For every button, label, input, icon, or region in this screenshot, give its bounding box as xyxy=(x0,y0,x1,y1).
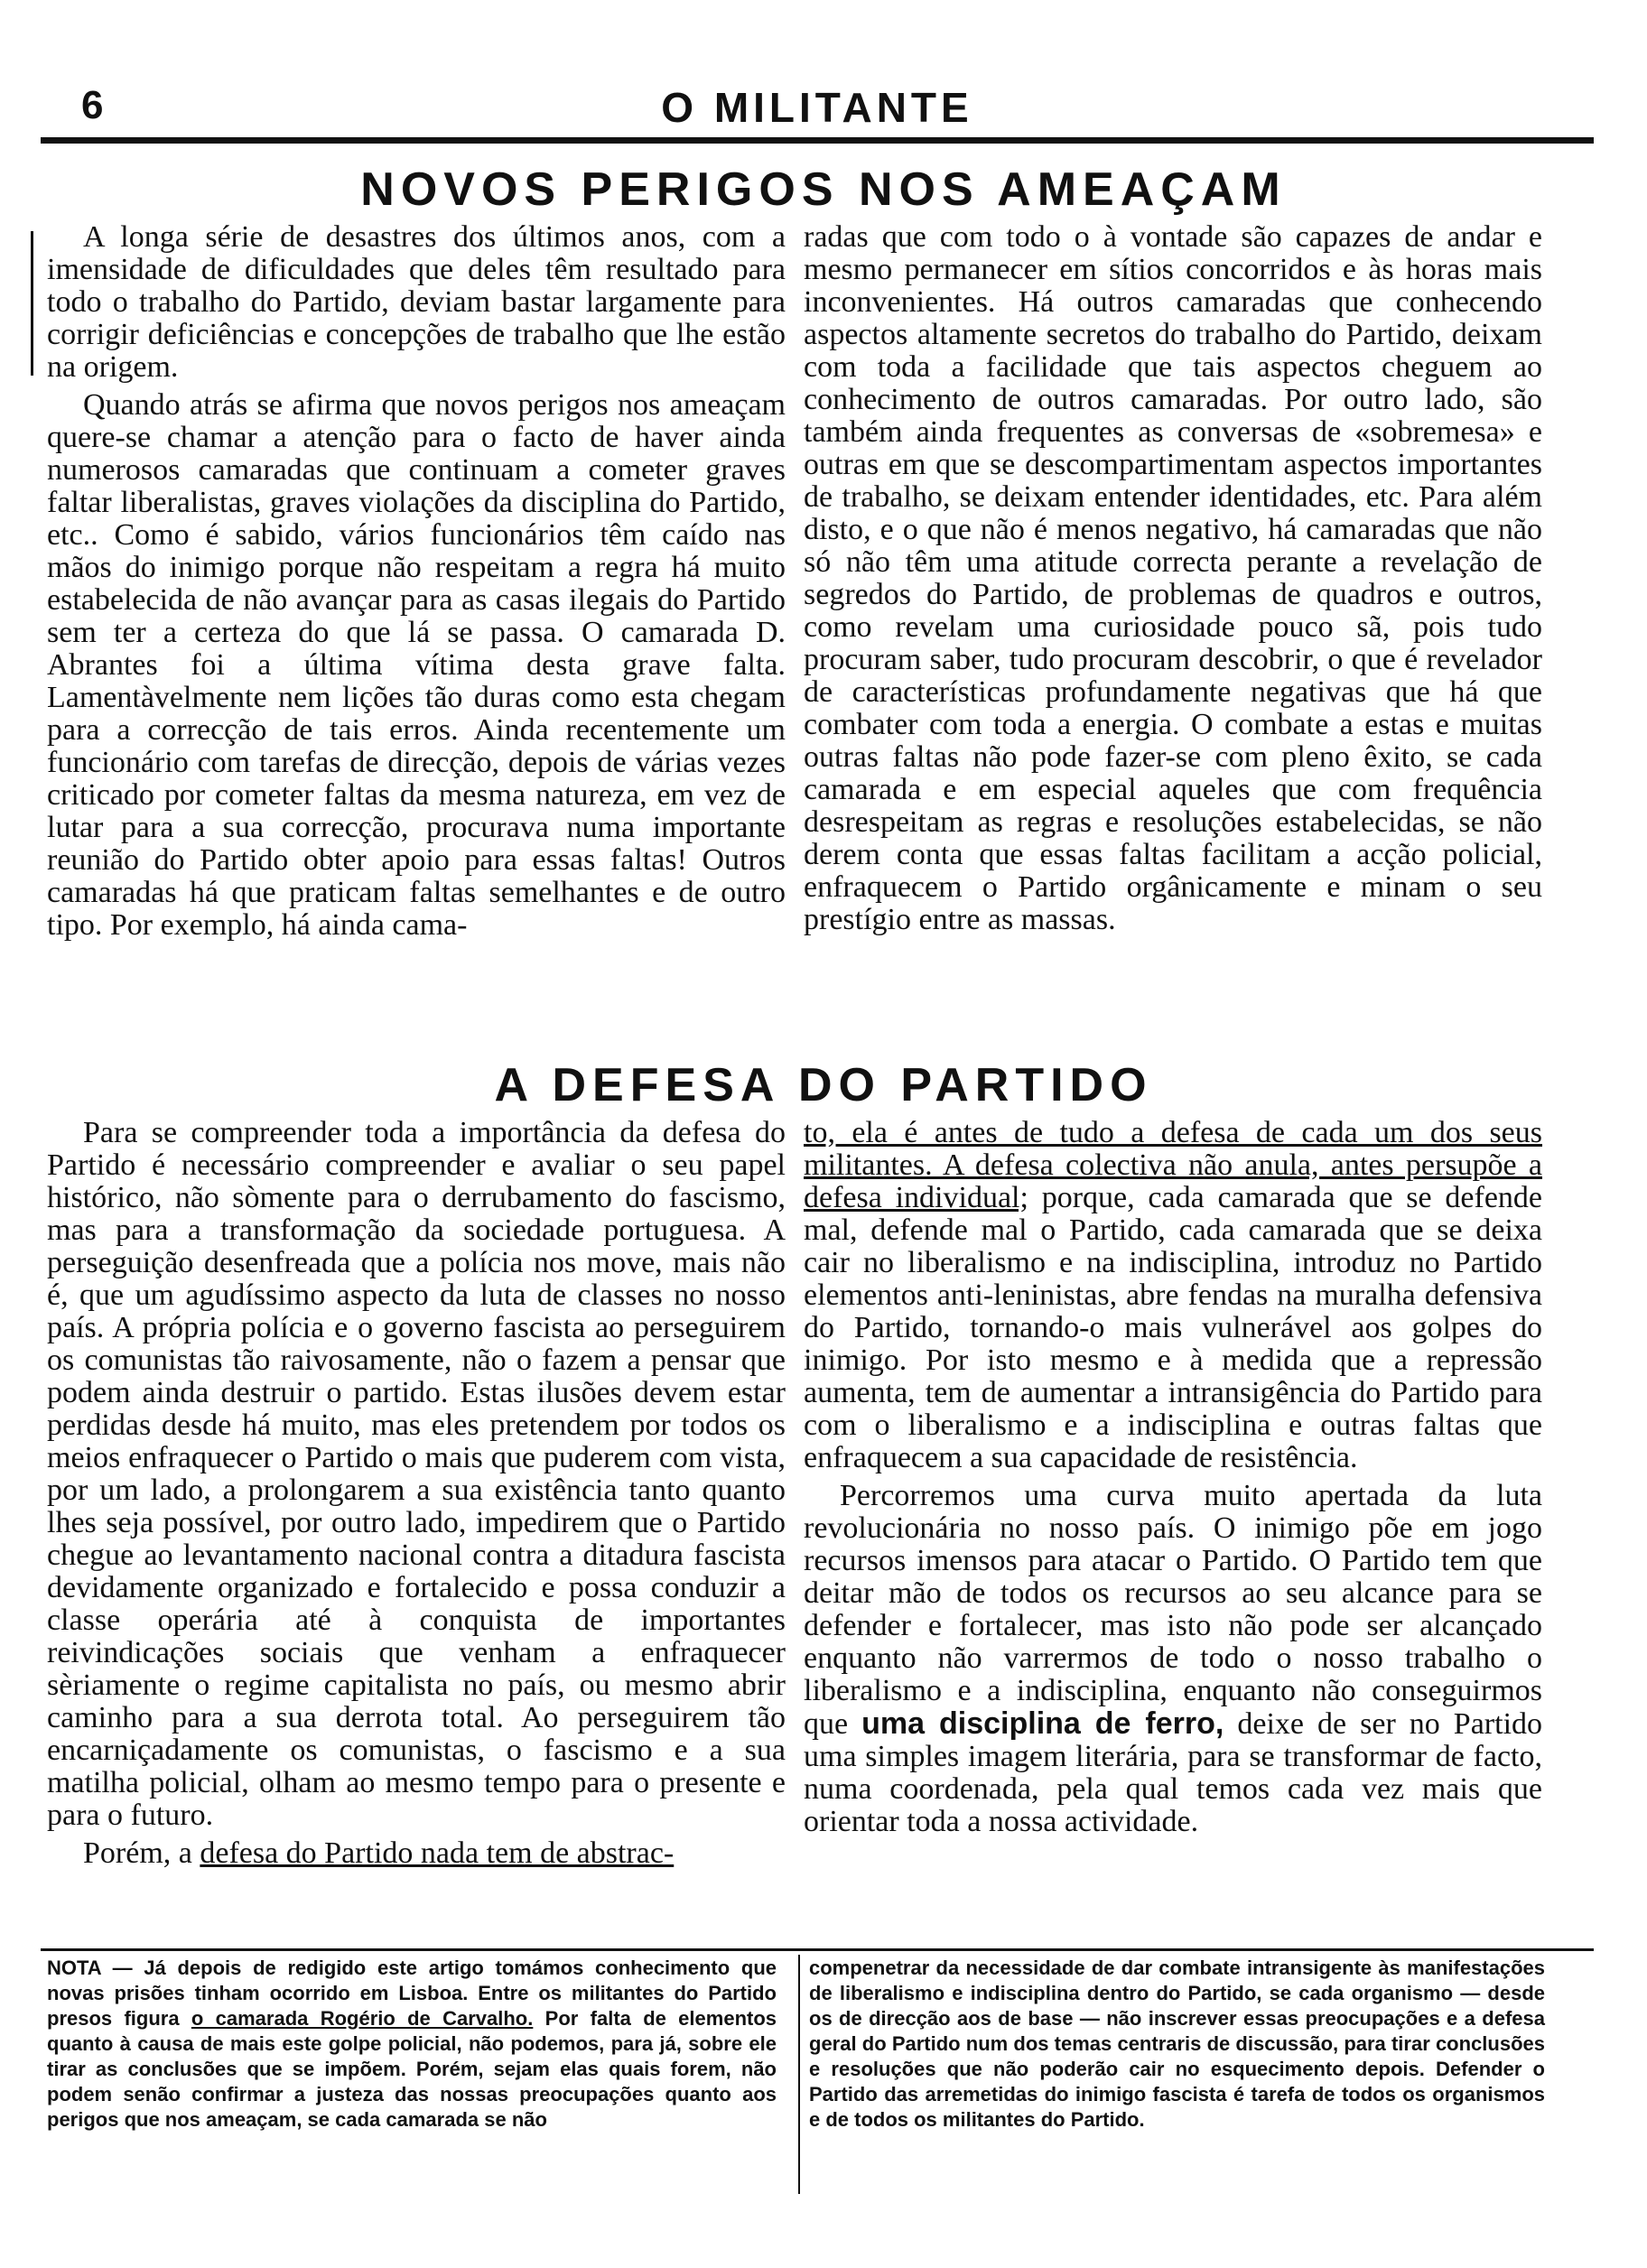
note-paragraph: compenetrar da necessidade de dar combate intransigente às manifestações de liberalismo e indisciplina dentro do Partido, se cada organismo — desde os de direcção aos de base — não inscrever essas preocupações e a defesa geral do Partido num dos temas centraris de discussão, para tirar conclusões e resoluções que não poderão cair no esquecimento depois. Defender o Partido das arremetidas do inimigo fascista é tarefa de todos os organismos e de todos os militantes do Partido. xyxy=(809,1957,1545,2131)
text-span: Por falta de elementos quanto à causa de mais este golpe policial, não podemos, para já, sobre ele tirar as conclusões que se impõem. Porém, sejam elas quais forem, não podem senão confirmar a justeza das nossas preocupações quanto aos perigos que nos ameaçam, se cada camarada se não xyxy=(47,2007,777,2131)
article-1-column-left xyxy=(47,221,786,942)
article-1-paragraph: radas que com todo o à vontade são capazes de andar e mesmo permanecer em sítios concorridos e às horas mais inconvenientes. Há outros camaradas que conhecendo aspectos altamente secretos do trabalho do Partido, deixam com toda a facilidade que tais aspectos cheguem ao conhecimento de outros camaradas. Por outro lado, são também ainda frequentes as conversas de «sobremesa» e outras em que se descompartimentam aspectos importantes de trabalho, se deixam entender identidades, etc. Para além disto, e o que não é menos negativo, há camaradas que não só não têm uma atitude correcta perante a revelação de segredos do Partido, de problemas de quadros e outros, como revelam uma curiosidade pouco sã, pois tudo procuram saber, tudo procuram descobrir, o que é revelador de características profundamente negativas que há que combater com toda a energia. O combate a estas e muitas outras faltas não pode fazer-se com pleno êxito, se cada camarada e em especial aqueles que com frequência desrespeitam as regras e resoluções estabelecidas, se não derem conta que essas faltas facilitam a acção policial, enfraquecem o Partido orgânicamente e minam o seu prestígio entre as massas. xyxy=(804,220,1542,936)
article-1-paragraph: A longa série de desastres dos últimos anos, com a imensidade de dificuldades que deles têm resultado para todo o trabalho do Partido, deviam bastar largamente para corrigir deficiências e concepções de trabalho que lhe estão na origem. xyxy=(47,220,786,384)
underlined-text: defesa do Partido nada tem de abstrac- xyxy=(200,1836,675,1870)
article-2-paragraph xyxy=(804,1480,1542,1838)
text-span: deixe de ser no Partido uma simples imagem literária, para se transformar de facto, numa coordenada, pela qual temos cada vez mais que orientar toda a nossa actividade. xyxy=(804,1707,1543,1838)
note-rule xyxy=(41,1948,1594,1951)
header-rule xyxy=(41,137,1594,144)
note-column-right xyxy=(809,1956,1545,2133)
margin-bar xyxy=(31,231,33,376)
underlined-text: o camarada Rogério de Carvalho. xyxy=(191,2007,534,2030)
text-span: porque, cada camarada que se defende mal, defende mal o Partido, cada camarada que se deixa cair no liberalismo e na indisciplina, introduz no Partido elementos anti-leninistas, abre fendas na muralha defensiva do Partido, tornando-o mais vulnerável aos golpes do inimigo. Por isto mesmo e à medida que a repressão aumenta, tem de aumentar a intransigência do Partido para com o liberalismo e a indisciplina e outras faltas que enfraquecem a sua capacidade de resistência. xyxy=(804,1181,1543,1474)
text-span: Porém, a xyxy=(83,1836,200,1870)
underlined-text: to, ela é antes de tudo a defesa de cada um dos seus militantes. A defesa colectiva não anula, antes persupõe a defesa individual; xyxy=(804,1116,1542,1214)
page-number: 6 xyxy=(81,83,104,127)
note-paragraph xyxy=(47,1956,777,2133)
article-2-column-left xyxy=(47,1117,786,1870)
article-1-title: NOVOS PERIGOS NOS AMEAÇAM xyxy=(360,163,1287,216)
note-divider xyxy=(798,1955,800,2194)
article-2-column-right xyxy=(804,1117,1542,1838)
emphasized-text: uma disciplina de ferro, xyxy=(861,1706,1224,1741)
text-span: Percorremos uma curva muito apertada da luta revolucionária no nosso país. O inimigo põe em jogo recursos imensos para atacar o Partido. O Partido tem que deitar mão de todos os recursos ao seu alcance para se defender e fortalecer, mas isto não pode ser alcançado enquanto não varrermos de todo o nosso trabalho o liberalismo e a indisciplina, enquanto não conseguirmos que xyxy=(804,1479,1542,1741)
article-2-title: A DEFESA DO PARTIDO xyxy=(494,1059,1153,1111)
article-1-column-right xyxy=(804,221,1542,936)
article-2-paragraph xyxy=(804,1117,1542,1474)
text-span: NOTA — Já depois de redigido este artigo tomámos conhecimento que novas prisões tinham ocorrido em Lisboa. Entre os militantes do Partido presos figura xyxy=(47,1957,777,2030)
journal-title: O MILITANTE xyxy=(661,84,973,131)
article-2-paragraph: Para se compreender toda a importância da defesa do Partido é necessário compreender e avaliar o seu papel histórico, não sòmente para o derrubamento do fascismo, mas para a transformação da sociedade portuguesa. A perseguição desenfreada que a polícia nos move, mais não é, que um agudíssimo aspecto da luta de classes no nosso país. A própria polícia e o governo fascista ao perseguirem os comunistas tão raivosamente, não o fazem a pensar que podem ainda destruir o partido. Estas ilusões devem estar perdidas desde há muito, mas eles pretendem por todos os meios enfraquecer o Partido o mais que puderem com vista, por um lado, a prolongarem a sua existência tanto quanto lhes seja possível, por outro lado, impedirem que o Partido chegue ao levantamento nacional contra a ditadura fascista devidamente organizado e fortalecido e possa conduzir a classe operária até à conquista de importantes reivindicações sociais que venham a enfraquecer sèriamente o regime capitalista no país, ou mesmo abrir caminho para a sua derrota total. Ao perseguirem tão encarniçadamente os comunistas, o fascismo e a sua matilha policial, olham ao mesmo tempo para o presente e para o futuro. xyxy=(47,1116,786,1832)
note-column-left xyxy=(47,1956,777,2133)
article-1-paragraph: Quando atrás se afirma que novos perigos nos ameaçam quere-se chamar a atenção para o facto de haver ainda numerosos camaradas que continuam a cometer graves faltar liberalistas, graves violações da disciplina do Partido, etc.. Como é sabido, vários funcionários têm caído nas mãos do inimigo porque não respeitam a regra há muito estabelecida de não avançar para as casas ilegais do Partido sem ter a certeza do que lá se passa. O camarada D. Abrantes foi a última vítima desta grave falta. Lamentàvelmente nem lições tão duras como esta chegam para a correcção de tais erros. Ainda recentemente um funcionário com tarefas de direcção, depois de várias vezes criticado por cometer faltas da mesma natureza, em vez de lutar para a sua correcção, procurava numa importante reunião do Partido obter apoio para essas faltas! Outros camaradas há que praticam faltas semelhantes e de outro tipo. Por exemplo, há ainda cama- xyxy=(47,388,786,942)
article-2-paragraph xyxy=(47,1837,786,1870)
